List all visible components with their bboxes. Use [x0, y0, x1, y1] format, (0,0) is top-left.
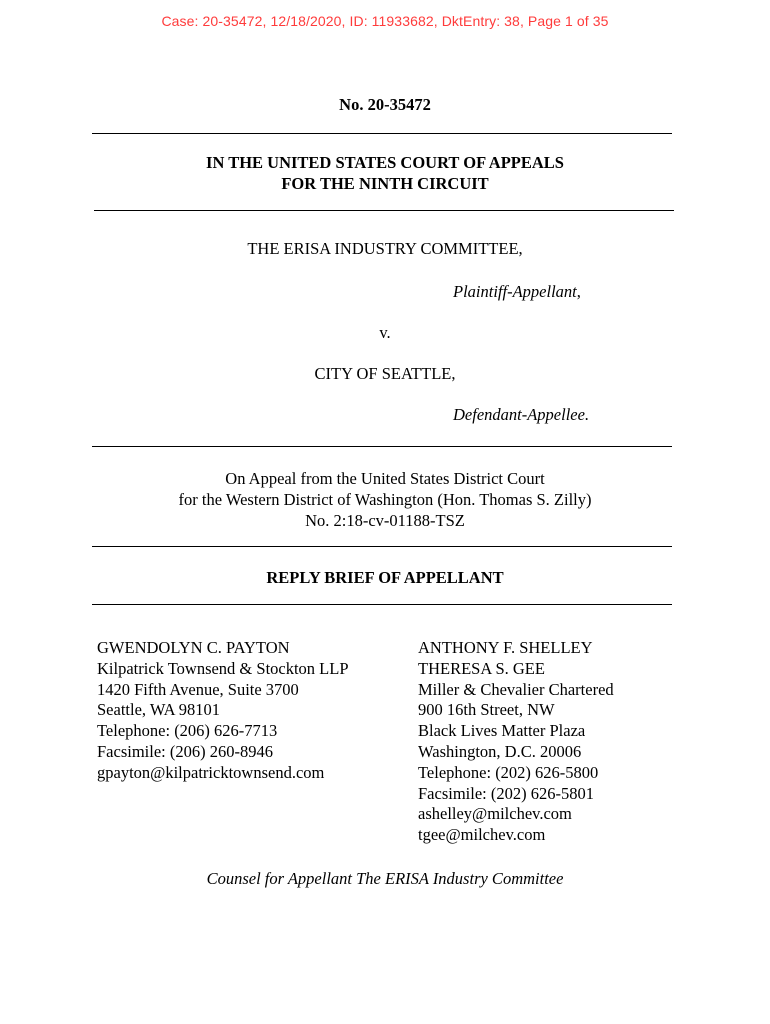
counsel-right-email: tgee@milchev.com [418, 825, 546, 845]
docket-header-stamp: Case: 20-35472, 12/18/2020, ID: 11933682, DktEntry: 38, Page 1 of 35 [161, 13, 609, 29]
counsel-right-line: Black Lives Matter Plaza [418, 721, 586, 741]
versus: v. [379, 323, 391, 342]
divider-rule [94, 210, 674, 211]
case-number: No. 20-35472 [339, 95, 431, 114]
appeal-info-line-3: No. 2:18-cv-01188-TSZ [305, 511, 465, 530]
appeal-info-line-1: On Appeal from the United States District Court [225, 469, 545, 488]
appellant-role-comma: , [576, 282, 581, 301]
appeal-info-line-2: for the Western District of Washington (Hon. Thomas S. Zilly) [178, 490, 592, 509]
counsel-left-line: GWENDOLYN C. PAYTON [97, 638, 290, 657]
counsel-block-left [97, 638, 349, 784]
counsel-left-line: Facsimile: (206) 260-8946 [97, 741, 273, 761]
appellant-name: THE ERISA INDUSTRY COMMITTEE, [247, 239, 523, 258]
counsel-left-line: Kilpatrick Townsend & Stockton LLP [97, 658, 349, 678]
divider-rule [92, 446, 672, 447]
counsel-right-email: ashelley@milchev.com [418, 804, 572, 824]
counsel-right-line: THERESA S. GEE [418, 658, 545, 678]
counsel-left-line: 1420 Fifth Avenue, Suite 3700 [97, 679, 299, 699]
appellee-name: CITY OF SEATTLE, [314, 364, 456, 383]
divider-rule [92, 133, 672, 134]
counsel-block-right [418, 638, 614, 846]
brief-title: REPLY BRIEF OF APPELLANT [266, 568, 504, 587]
counsel-right-line: Facsimile: (202) 626-5801 [418, 783, 594, 803]
court-name-line-2: FOR THE NINTH CIRCUIT [281, 174, 489, 193]
appellant-role-text: Plaintiff-Appellant [453, 282, 577, 301]
counsel-right-line: Washington, D.C. 20006 [418, 741, 582, 761]
counsel-right-line: 900 16th Street, NW [418, 700, 555, 720]
counsel-left-email: gpayton@kilpatricktownsend.com [97, 762, 325, 782]
counsel-right-line: ANTHONY F. SHELLEY [418, 638, 593, 657]
counsel-left-line: Telephone: (206) 626-7713 [97, 721, 278, 741]
appellant-role [453, 281, 581, 302]
appellee-role: Defendant-Appellee. [453, 405, 590, 424]
counsel-right-line: Telephone: (202) 626-5800 [418, 762, 599, 782]
counsel-left-line: Seattle, WA 98101 [97, 700, 220, 720]
divider-rule [92, 604, 672, 605]
counsel-caption: Counsel for Appellant The ERISA Industry Committee [206, 869, 564, 888]
counsel-right-line: Miller & Chevalier Chartered [418, 679, 614, 699]
divider-rule [92, 546, 672, 547]
court-name-line-1: IN THE UNITED STATES COURT OF APPEALS [206, 153, 564, 172]
